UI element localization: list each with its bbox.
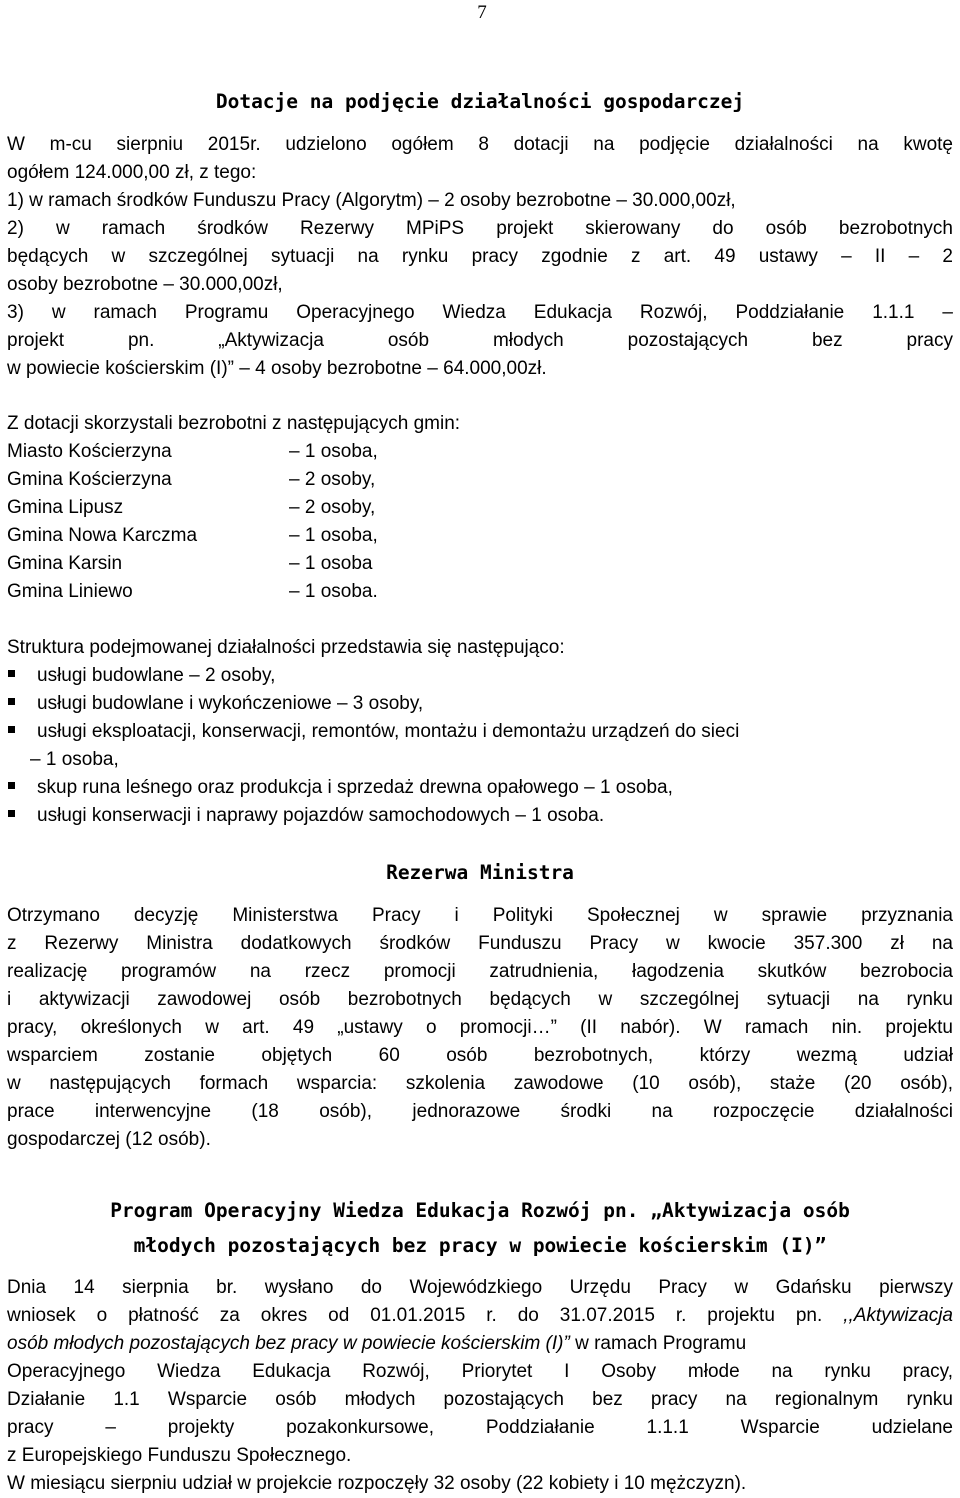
gmina-name: Gmina Liniewo bbox=[7, 581, 133, 602]
gmina-name: Gmina Lipusz bbox=[7, 497, 124, 518]
bullet-square-icon bbox=[8, 782, 15, 789]
bullet-text: usługi budowlane – 2 osoby, bbox=[37, 665, 276, 686]
gmina-count: – 1 osoba. bbox=[289, 581, 378, 602]
page-number: 7 bbox=[477, 2, 487, 23]
gminy-intro: Z dotacji skorzystali bezrobotni z następujących gmin: bbox=[7, 413, 461, 434]
section-heading-program: Program Operacyjny Wiedza Edukacja Rozwój pn. „Aktywizacja osób bbox=[110, 1199, 850, 1222]
paragraph-line: w następujących formach wsparcia: szkolenia zawodowe (10 osób), staże (20 osób), bbox=[7, 1073, 953, 1094]
bullet-square-icon bbox=[8, 726, 15, 733]
gmina-name: Gmina Karsin bbox=[7, 553, 123, 574]
paragraph-line: pracy – projekty pozakonkursowe, Poddziałanie 1.1.1 Wsparcie udzielane bbox=[7, 1417, 953, 1438]
paragraph-line: pracy, określonych w art. 49 „ustawy o promocji…” (II nabór). W ramach nin. projektu bbox=[7, 1017, 953, 1038]
list-item: osoby bezrobotne – 30.000,00zł, bbox=[7, 274, 283, 295]
gmina-name: Miasto Kościerzyna bbox=[7, 441, 172, 462]
gmina-count: – 1 osoba, bbox=[289, 525, 378, 546]
paragraph-line: Działanie 1.1 Wsparcie osób młodych pozostających bez pracy na regionalnym rynku bbox=[7, 1389, 953, 1410]
text-run: wniosek o płatność za okres od 01.01.2015 r. do 31.07.2015 r. projektu pn. bbox=[7, 1305, 844, 1326]
paragraph-line: wsparciem zostanie objętych 60 osób bezrobotnych, którzy wezmą udział bbox=[7, 1045, 953, 1066]
paragraph-line bbox=[7, 1330, 953, 1358]
italic-title: ,,Aktywizacja bbox=[843, 1305, 953, 1326]
bullet-text: usługi eksploatacji, konserwacji, remontów, montażu i demontażu urządzeń do sieci bbox=[37, 721, 740, 742]
paragraph-line: Otrzymano decyzję Ministerstwa Pracy i Polityki Społecznej w sprawie przyznania bbox=[7, 905, 953, 926]
list-item bbox=[7, 802, 35, 830]
paragraph-line: z Rezerwy Ministra dodatkowych środków Funduszu Pracy w kwocie 357.300 zł na bbox=[7, 933, 953, 954]
bullet-text: usługi konserwacji i naprawy pojazdów samochodowych – 1 osoba. bbox=[37, 805, 605, 826]
paragraph-line: i aktywizacji zawodowej osób bezrobotnych będących w szczególnej sytuacji na rynku bbox=[7, 989, 953, 1010]
bullet-square-icon bbox=[8, 698, 15, 705]
gmina-count: – 2 osoby, bbox=[289, 497, 376, 518]
bullet-square-icon bbox=[8, 810, 15, 817]
paragraph-line: Dnia 14 sierpnia br. wysłano do Wojewódzkiego Urzędu Pracy w Gdańsku pierwszy bbox=[7, 1277, 953, 1298]
intro-line: ogółem 124.000,00 zł, z tego: bbox=[7, 162, 257, 183]
list-item bbox=[7, 774, 35, 802]
gmina-count: – 1 osoba, bbox=[289, 441, 378, 462]
list-item: 2) w ramach środków Rezerwy MPiPS projekt skierowany do osób bezrobotnych bbox=[7, 218, 953, 239]
list-item: 1) w ramach środków Funduszu Pracy (Algorytm) – 2 osoby bezrobotne – 30.000,00zł, bbox=[7, 190, 736, 211]
list-item: będących w szczególnej sytuacji na rynku pracy zgodnie z art. 49 ustawy – II – 2 bbox=[7, 246, 953, 267]
list-item bbox=[7, 662, 35, 690]
paragraph-line: gospodarczej (12 osób). bbox=[7, 1129, 211, 1150]
italic-title: osób młodych pozostających bez pracy w powiecie kościerskim (I)” bbox=[7, 1333, 570, 1354]
bullet-continuation: – 1 osoba, bbox=[30, 749, 119, 770]
section-heading-dotacje: Dotacje na podjęcie działalności gospodarczej bbox=[215, 90, 745, 113]
bullet-square-icon bbox=[8, 670, 15, 677]
list-item: 3) w ramach Programu Operacyjnego Wiedza Edukacja Rozwój, Poddziałanie 1.1.1 – bbox=[7, 302, 953, 323]
intro-line: W m-cu sierpniu 2015r. udzielono ogółem 8 dotacji na podjęcie działalności na kwotę bbox=[7, 134, 953, 155]
list-item bbox=[7, 690, 35, 718]
gmina-name: Gmina Nowa Karczma bbox=[7, 525, 198, 546]
gmina-count: – 1 osoba bbox=[289, 553, 373, 574]
section-heading-rezerwa: Rezerwa Ministra bbox=[386, 861, 574, 884]
list-item: projekt pn. „Aktywizacja osób młodych pozostających bez pracy bbox=[7, 330, 953, 351]
gmina-name: Gmina Kościerzyna bbox=[7, 469, 172, 490]
paragraph-line: z Europejskiego Funduszu Społecznego. bbox=[7, 1445, 352, 1466]
paragraph-line: prace interwencyjne (18 osób), jednorazowe środki na rozpoczęcie działalności bbox=[7, 1101, 953, 1122]
list-item: w powiecie kościerskim (I)” – 4 osoby bezrobotne – 64.000,00zł. bbox=[7, 358, 547, 379]
struktura-intro: Struktura podejmowanej działalności przedstawia się następująco: bbox=[7, 637, 565, 658]
paragraph-line bbox=[7, 1302, 953, 1330]
section-heading-program: młodych pozostających bez pracy w powiecie kościerskim (I)” bbox=[133, 1234, 827, 1257]
list-item bbox=[7, 718, 35, 746]
gmina-count: – 2 osoby, bbox=[289, 469, 376, 490]
paragraph-line: realizację programów na rzecz promocji zatrudnienia, łagodzenia skutków bezrobocia bbox=[7, 961, 953, 982]
bullet-text: skup runa leśnego oraz produkcja i sprzedaż drewna opałowego – 1 osoba, bbox=[37, 777, 673, 798]
paragraph-line: W miesiącu sierpniu udział w projekcie rozpoczęły 32 osoby (22 kobiety i 10 mężczyzn). bbox=[7, 1473, 747, 1494]
bullet-text: usługi budowlane i wykończeniowe – 3 osoby, bbox=[37, 693, 424, 714]
paragraph-line: Operacyjnego Wiedza Edukacja Rozwój, Priorytet I Osoby młode na rynku pracy, bbox=[7, 1361, 953, 1382]
text-run: w ramach Programu bbox=[569, 1333, 747, 1354]
